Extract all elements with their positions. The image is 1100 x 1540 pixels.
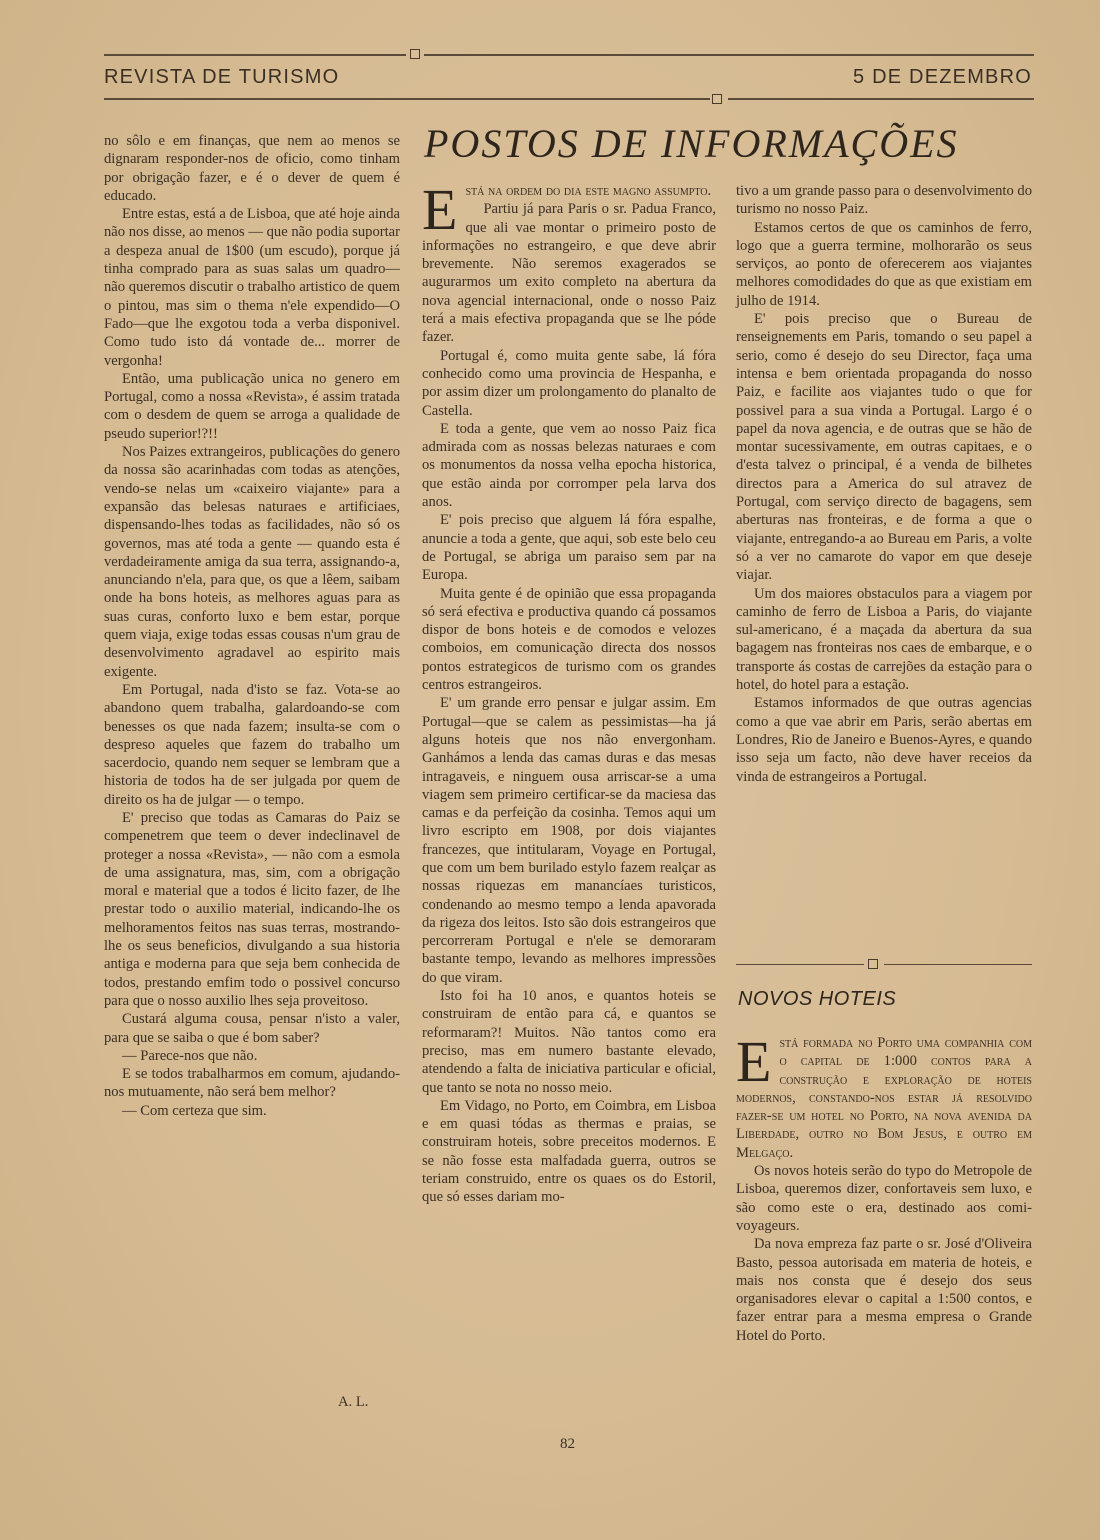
rule-ornament bbox=[410, 49, 420, 59]
paragraph: Portugal é, como muita gente sabe, lá fóra conhecido como uma provincia de Hespanha, e por assim dizer um prolongamento do planalto de Castella. bbox=[422, 347, 716, 419]
paragraph: Estamos informados de que outras agencias como a que vae abrir em Paris, serão abertas em Londres, Rio de Janeiro e Buenos-Ayres, e quando isso seja um facto, não deve haver receios da vinda de estrangeiros a Portugal. bbox=[736, 695, 1032, 785]
column-1 bbox=[104, 132, 400, 1120]
rule-ornament bbox=[712, 94, 722, 104]
lead-paragraph bbox=[422, 177, 716, 242]
drop-cap: E bbox=[422, 177, 458, 242]
paragraph: Isto foi ha 10 anos, e quantos hoteis se construiram de então para cá, e quantos se reformaram?! Muitos. Não tantos como era preciso, mas em numero bastante elevado, atendendo a falta de iniciativa particular e oficial, que tanto se nota no nosso meio. bbox=[422, 988, 716, 1096]
top-rule-left bbox=[104, 54, 406, 56]
paragraph: tivo a um grande passo para o desenvolvimento do turismo no nosso Paiz. bbox=[736, 183, 1032, 218]
paragraph: Estamos certos de que os caminhos de ferro, logo que a guerra termine, molhorarão os seus serviços, ao ponto de oferecerem aos viajantes melhores comodidades do que as que existiam em julho de 1914. bbox=[736, 219, 1032, 309]
section-divider-right bbox=[884, 964, 1032, 965]
column-2 bbox=[422, 177, 716, 1207]
lead-text: stá na ordem do dia este magno assumpto. bbox=[465, 183, 712, 199]
paragraph: Em Vidago, no Porto, em Coimbra, em Lisboa e em quasi tódas as thermas e praias, se construiram hoteis, sobre preceitos modernos. E se não fosse esta malfadada guerra, outros se teriam construido, entre os quaes os do Estoril, que só esses dariam mo- bbox=[422, 1097, 716, 1206]
paragraph: Da nova empreza faz parte o sr. José d'Oliveira Basto, pessoa autorisada em materia de hoteis, e mais nos consta que é desejo dos seus organisadores elevar o capital a 1:500 contos, e fazer entrar para a mesma empresa o Grande Hotel do Porto. bbox=[736, 1236, 1032, 1344]
paragraph: E' pois preciso que alguem lá fóra espalhe, anuncie a toda a gente, que aqui, sob este belo ceu de Portugal, se abriga um paraiso sem par na Europa. bbox=[422, 512, 716, 584]
paragraph: Então, uma publicação unica no genero em Portugal, como a nossa «Revista», é assim tratada com o desdem de quem se arroga a qualidade de pseudo superior!?!! bbox=[104, 370, 400, 442]
drop-cap: E bbox=[736, 1029, 772, 1094]
header-rule-right bbox=[728, 98, 1034, 100]
running-header-title: REVISTA DE TURISMO bbox=[104, 66, 340, 88]
paragraph: — Com certeza que sim. bbox=[122, 1102, 267, 1119]
paragraph: Em Portugal, nada d'isto se faz. Vota-se ao abandono quem trabalha, galardoando-se com benesses os que nada fazem; insulta-se com o despreso aqueles que fazem do trabalho um sacerdocio, quando nem sequer se lembram que a historia de todos ha de ser julgada por quem de direito os ha de julgar — o tempo. bbox=[104, 681, 400, 808]
paragraph: Entre estas, está a de Lisboa, que até hoje ainda não nos disse, ao menos — que não podia suportar a despeza anual de 1$00 (um escudo), porque já tinha comprado para as suas salas um quadro—não queremos discutir o trabalho artistico de quem o pintou, mas sim o thema n'ele expendido—O Fado—que lhe exgotou toda a verba disponivel. Como tudo isto dá vontade de... morrer de vergonha! bbox=[104, 206, 400, 369]
paragraph: Um dos maiores obstaculos para a viagem por caminho de ferro de Lisboa a Paris, do viajante sul-americano, é a maçada da abertura da sua bagagem nas fronteiras nos caes de embarque, e o transporte ás costas de carrejões da estação para o hotel, do hotel para a estação. bbox=[736, 585, 1032, 694]
paragraph: E' um grande erro pensar e julgar assim. Em Portugal—que se calem as pessimistas—ha já alguns hoteis que nos não envergonham. Ganhámos a lenda das camas duras e das mesas intragaveis, e ninguem ousa arriscar-se a uma viagem sem primeiro certificar-se da maciesa das camas e da perfeição da cosinha. Temos aqui um livro escripto em 1908, por dois viajantes francezes, que intitularam, Voyage en Portugal, que com um bem burilado estylo fazem realçar as nossas riquezas em manancíaes turisticos, condenando ao mesmo tempo a lenda apavorada da rigeza dos leitos. Isto são dois estrangeiros que percorreram Portugal e n'ele se demoraram bastante tempo, levando as melhores impressões do que viram. bbox=[422, 695, 716, 986]
paragraph: Partiu já para Paris o sr. Padua Franco, que ali vae montar o primeiro posto de informações no estrangeiro, e que deve abrir brevemente. Não seremos exagerados se augurarmos um exito completo na abertura da nova agencial internacional, onde o nosso Paiz terá a mais efectiva propaganda que se lhe póde fazer. bbox=[422, 201, 716, 346]
section-divider-left bbox=[736, 964, 864, 965]
lead-text: stá formada no Porto uma companhia com o capital de 1:000 contos para a construção e exploração de hoteis modernos, constando-nos estar já resolvido fazer-se um hotel no Porto, na nova avenida da Liberdade, outro no Bom Jesus, e outro em Melgaço. bbox=[736, 1035, 1032, 1161]
paragraph: Nos Paizes extrangeiros, publicações do genero da nossa são acarinhadas com todas as atenções, vendo-se nelas um «caixeiro viajante» para a expansão das belesas naturaes e artificiaes, dispensando-lhes todas as facilidades, não só os governos, mas até toda a gente — quando esta é verdadeiramente amiga da sua terra, assignando-a, anunciando n'ela, para que, os que a lêem, saibam onde ha bons hoteis, as melhores aguas para as suas curas, conforto luxo e bem estar, porque quem viaja, exige todas essas cousas n'um grau de desenvolvimento agradavel ao espirito mais exigente. bbox=[104, 444, 401, 680]
divider-ornament bbox=[868, 959, 878, 969]
paragraph: — Parece-nos que não. bbox=[122, 1047, 258, 1064]
top-rule-right bbox=[424, 54, 1034, 56]
header-rule-left bbox=[104, 98, 710, 100]
paragraph: E' pois preciso que o Bureau de renseignements em Paris, tomando o seu papel a serio, como é desejo do seu Director, faça uma intensa e bem orientada propaganda do nosso Paiz, e facilite aos viajantes tudo o que for possivel para a sua vinda a Portugal. Largo é o papel da nova agencia, e de outras que se hão de montar sucessivamente, em outras capitaes, e o d'esta talvez o principal, é a venda de bilhetes directos para a America do sul atravez de Portugal, com serviço directo de bagagens, sem aberturas nas fronteiras, e de forma a que o viajante, entregando-a ao Bureau em Paris, a volte só a ver no camarote do vapor em que deseje viajar. bbox=[736, 311, 1032, 584]
paragraph: no sôlo e em finanças, que nem ao menos se dignaram responder-nos de oficio, como tinham por obrigação fazer, e é o dever de quem é educado. bbox=[104, 133, 400, 204]
lead-paragraph bbox=[736, 1029, 1032, 1162]
paragraph: E toda a gente, que vem ao nosso Paiz fica admirada com as nossas belezas naturaes e com os monumentos da nossa velha epocha historica, que estão ainda por corromper pela larva dos anos. bbox=[422, 420, 716, 511]
column-3 bbox=[736, 182, 1032, 786]
section-title: NOVOS HOTEIS bbox=[738, 988, 897, 1010]
author-signature: A. L. bbox=[338, 1394, 369, 1410]
paragraph: Os novos hoteis serão do typo do Metropole de Lisboa, queremos dizer, confortaveis sem luxo, e são como este o era, destinado aos comi-voyageurs. bbox=[736, 1163, 1032, 1234]
article-title: POSTOS DE INFORMAÇÕES bbox=[424, 121, 959, 166]
paragraph: E se todos trabalharmos em comum, ajudando-nos mutuamente, não será bem melhor? bbox=[104, 1066, 400, 1101]
column-3-section bbox=[736, 1029, 1032, 1345]
page-number: 82 bbox=[560, 1436, 575, 1452]
paragraph: E' preciso que todas as Camaras do Paiz se compenetrem que teem o dever indeclinavel de proteger a nossa «Revista», — não com a esmola de uma assignatura, mas, sim, com a obrigação moral e material que a todos é licito fazer, de lhe prestar todo o auxilio material, indicando-lhe os melhoramentos feitos nas suas terras, mostrando-lhe os seus beneficios, divulgando a sua historia antiga e moderna para que seja bem conhecida de todos, prestando emfim todo o possivel concurso para que o nosso auxilio lhes seja proveitoso. bbox=[104, 809, 400, 1009]
running-header-date: 5 DE DEZEMBRO bbox=[853, 66, 1032, 88]
paragraph: Muita gente é de opinião que essa propaganda só será efectiva e productiva quando cá possamos dispor de bons hoteis e de comodos e velozes comboios, em comunicação directa dos nossos pontos estrategicos de turismo com os grandes centros estrangeiros. bbox=[422, 585, 716, 694]
paragraph: Custará alguma cousa, pensar n'isto a valer, para que se saiba o que é bom saber? bbox=[104, 1011, 400, 1046]
